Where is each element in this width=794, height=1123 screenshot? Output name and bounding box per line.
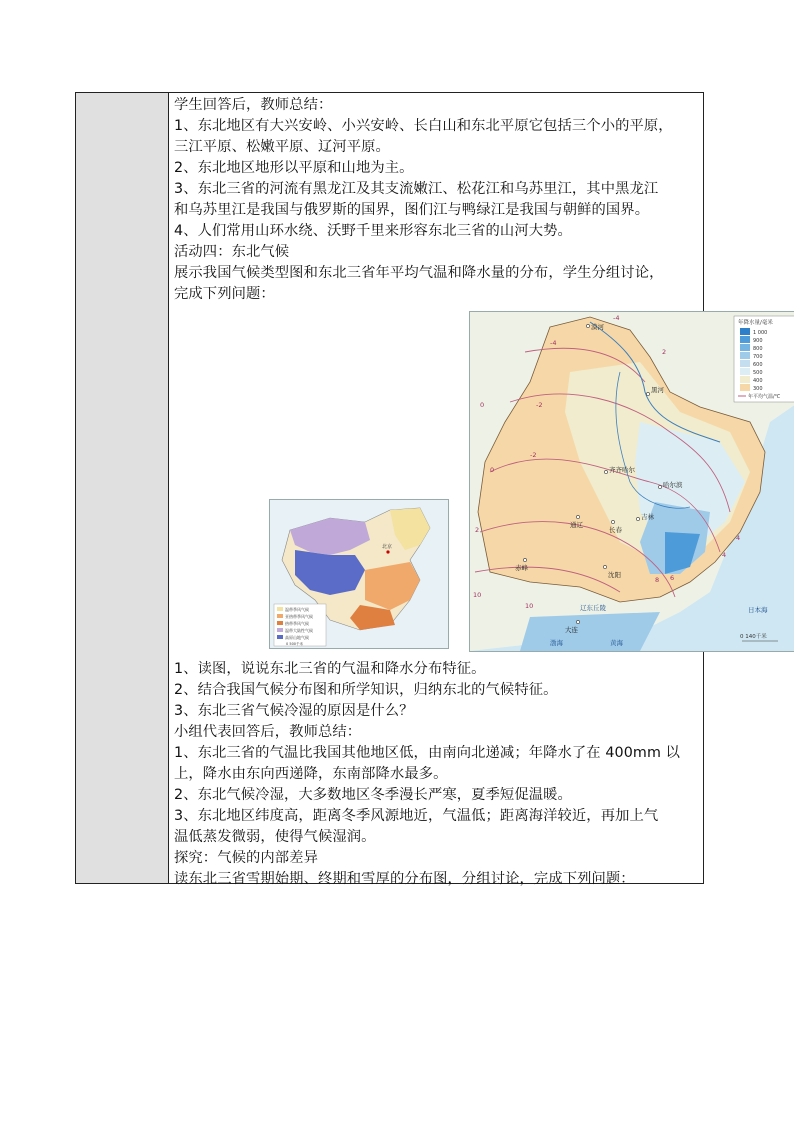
city-label: 漠河: [591, 323, 604, 331]
legend-value: 400: [753, 378, 763, 384]
legend-swatch: [740, 368, 750, 375]
map-small-scale: 0 500千米: [286, 642, 304, 646]
legend-swatch: [740, 360, 750, 367]
text-line: 小组代表回答后，教师总结：: [174, 724, 362, 740]
text-line: 1、东北地区有大兴安岭、小兴安岭、长白山和东北平原它包括三个小的平原，: [174, 118, 673, 134]
legend-swatch: [740, 328, 750, 335]
legend-swatch: [740, 376, 750, 383]
text-line: 2、结合我国气候分布图和所学知识，归纳东北的气候特征。: [174, 682, 558, 698]
text-line: 学生回答后，教师总结：: [174, 97, 333, 113]
isotherm-value: 0: [480, 401, 485, 409]
text-line: 1、东北三省的气温比我国其他地区低，由南向北递减；年降水了在 400mm 以: [174, 745, 681, 761]
legend-swatch: [277, 607, 283, 611]
legend-swatch: [740, 344, 750, 351]
china-climate-map: [269, 499, 449, 649]
isotherm-value: -4: [550, 339, 557, 347]
city-label: 沈阳: [608, 571, 621, 579]
text-line: 和乌苏里江是我国与俄罗斯的国界，图们江与鸭绿江是我国与朝鲜的国界。: [174, 202, 650, 218]
text-line: 2、东北地区地形以平原和山地为主。: [174, 160, 414, 176]
lesson-table: [75, 92, 781, 887]
legend-swatch: [740, 336, 750, 343]
isotherm-value: 10: [525, 602, 534, 610]
text-line: 3、东北三省气候冷湿的原因是什么？: [174, 703, 414, 719]
legend-value: 500: [753, 370, 763, 376]
capital-marker: [386, 550, 389, 553]
isotherm-value: -4: [613, 314, 620, 322]
city-label: 黑河: [651, 386, 664, 394]
legend-swatch: [277, 614, 283, 618]
region-label: 黄海: [610, 639, 623, 647]
text-line: 三江平原、松嫩平原、辽河平原。: [174, 139, 390, 155]
activity-heading: 活动四：东北气候: [174, 244, 290, 260]
isotherm-value: 2: [475, 526, 480, 534]
text-line: 1、读图，说说东北三省的气温和降水分布特征。: [174, 661, 486, 677]
city-label: 吉林: [641, 513, 654, 521]
city-label: 大连: [565, 626, 578, 634]
isotherm-legend: 年平均气温/℃: [748, 394, 781, 400]
isotherm-value: 4: [722, 551, 727, 559]
isotherm-value: 8: [655, 576, 660, 584]
legend-swatch: [277, 621, 283, 625]
map-small-legend: 热带季风气候: [285, 621, 309, 626]
legend-swatch: [740, 352, 750, 359]
text-line: 3、东北三省的河流有黑龙江及其支流嫩江、松花江和乌苏里江，其中黑龙江: [174, 181, 659, 197]
content-column: [169, 93, 781, 887]
region-label: 日本海: [748, 606, 768, 614]
isotherm-value: 6: [670, 574, 675, 582]
text-line: 探究：气候的内部差异: [174, 850, 318, 866]
city-label: 通辽: [570, 521, 583, 529]
text-line: 读东北三省雪期始期、终期和雪厚的分布图，分组讨论，完成下列问题：: [174, 871, 635, 887]
map-small-legend: 温带季风气候: [285, 607, 309, 612]
legend-value: 800: [753, 346, 763, 352]
map-small-place: 北京: [382, 544, 393, 550]
legend-title: 年降水量/毫米: [738, 320, 773, 326]
legend-value: 600: [753, 362, 763, 368]
text-line: 3、东北地区纬度高，距离冬季风源地近，气温低；距离海洋较近，再加上气: [174, 808, 659, 824]
city-label: 长春: [609, 526, 622, 534]
text-line: 4、人们常用山环水绕、沃野千里来形容东北三省的山河大势。: [174, 223, 572, 239]
region-label: 辽东丘陵: [580, 604, 606, 612]
isotherm-value: -2: [536, 401, 543, 409]
legend-value: 900: [753, 338, 763, 344]
legend-swatch: [277, 635, 283, 639]
legend-value: 1 000: [753, 330, 768, 336]
isotherm-value: -2: [530, 451, 537, 459]
city-label: 赤峰: [515, 564, 528, 572]
isotherm-value: 0: [490, 466, 495, 474]
northeast-climate-map: [469, 311, 794, 652]
text-line: 上，降水由东向西递降，东南部降水最多。: [174, 766, 448, 782]
legend-swatch: [277, 628, 283, 632]
city-label: 哈尔滨: [663, 481, 683, 489]
city-label: 齐齐哈尔: [609, 466, 635, 474]
map-small-legend: 高原山地气候: [285, 635, 309, 640]
text-line: 完成下列问题：: [174, 286, 275, 302]
legend-value: 300: [753, 386, 763, 392]
legend-value: 700: [753, 354, 763, 360]
left-column: [76, 93, 169, 883]
scale-bar-label: 0 140千米: [740, 634, 767, 640]
isotherm-value: 2: [662, 348, 667, 356]
isotherm-value: 4: [736, 534, 741, 542]
text-line: 展示我国气候类型图和东北三省年平均气温和降水量的分布，学生分组讨论，: [174, 265, 664, 281]
text-line: 2、东北气候冷湿，大多数地区冬季漫长严寒，夏季短促温暖。: [174, 787, 572, 803]
text-line: 温低蒸发微弱，使得气候湿润。: [174, 829, 376, 845]
map-small-legend: 温带大陆性气候: [285, 628, 313, 633]
isotherm-value: 10: [473, 591, 482, 599]
map-small-legend: 亚热带季风气候: [285, 614, 313, 619]
region-label: 渤海: [550, 639, 563, 647]
legend-swatch: [740, 384, 750, 391]
